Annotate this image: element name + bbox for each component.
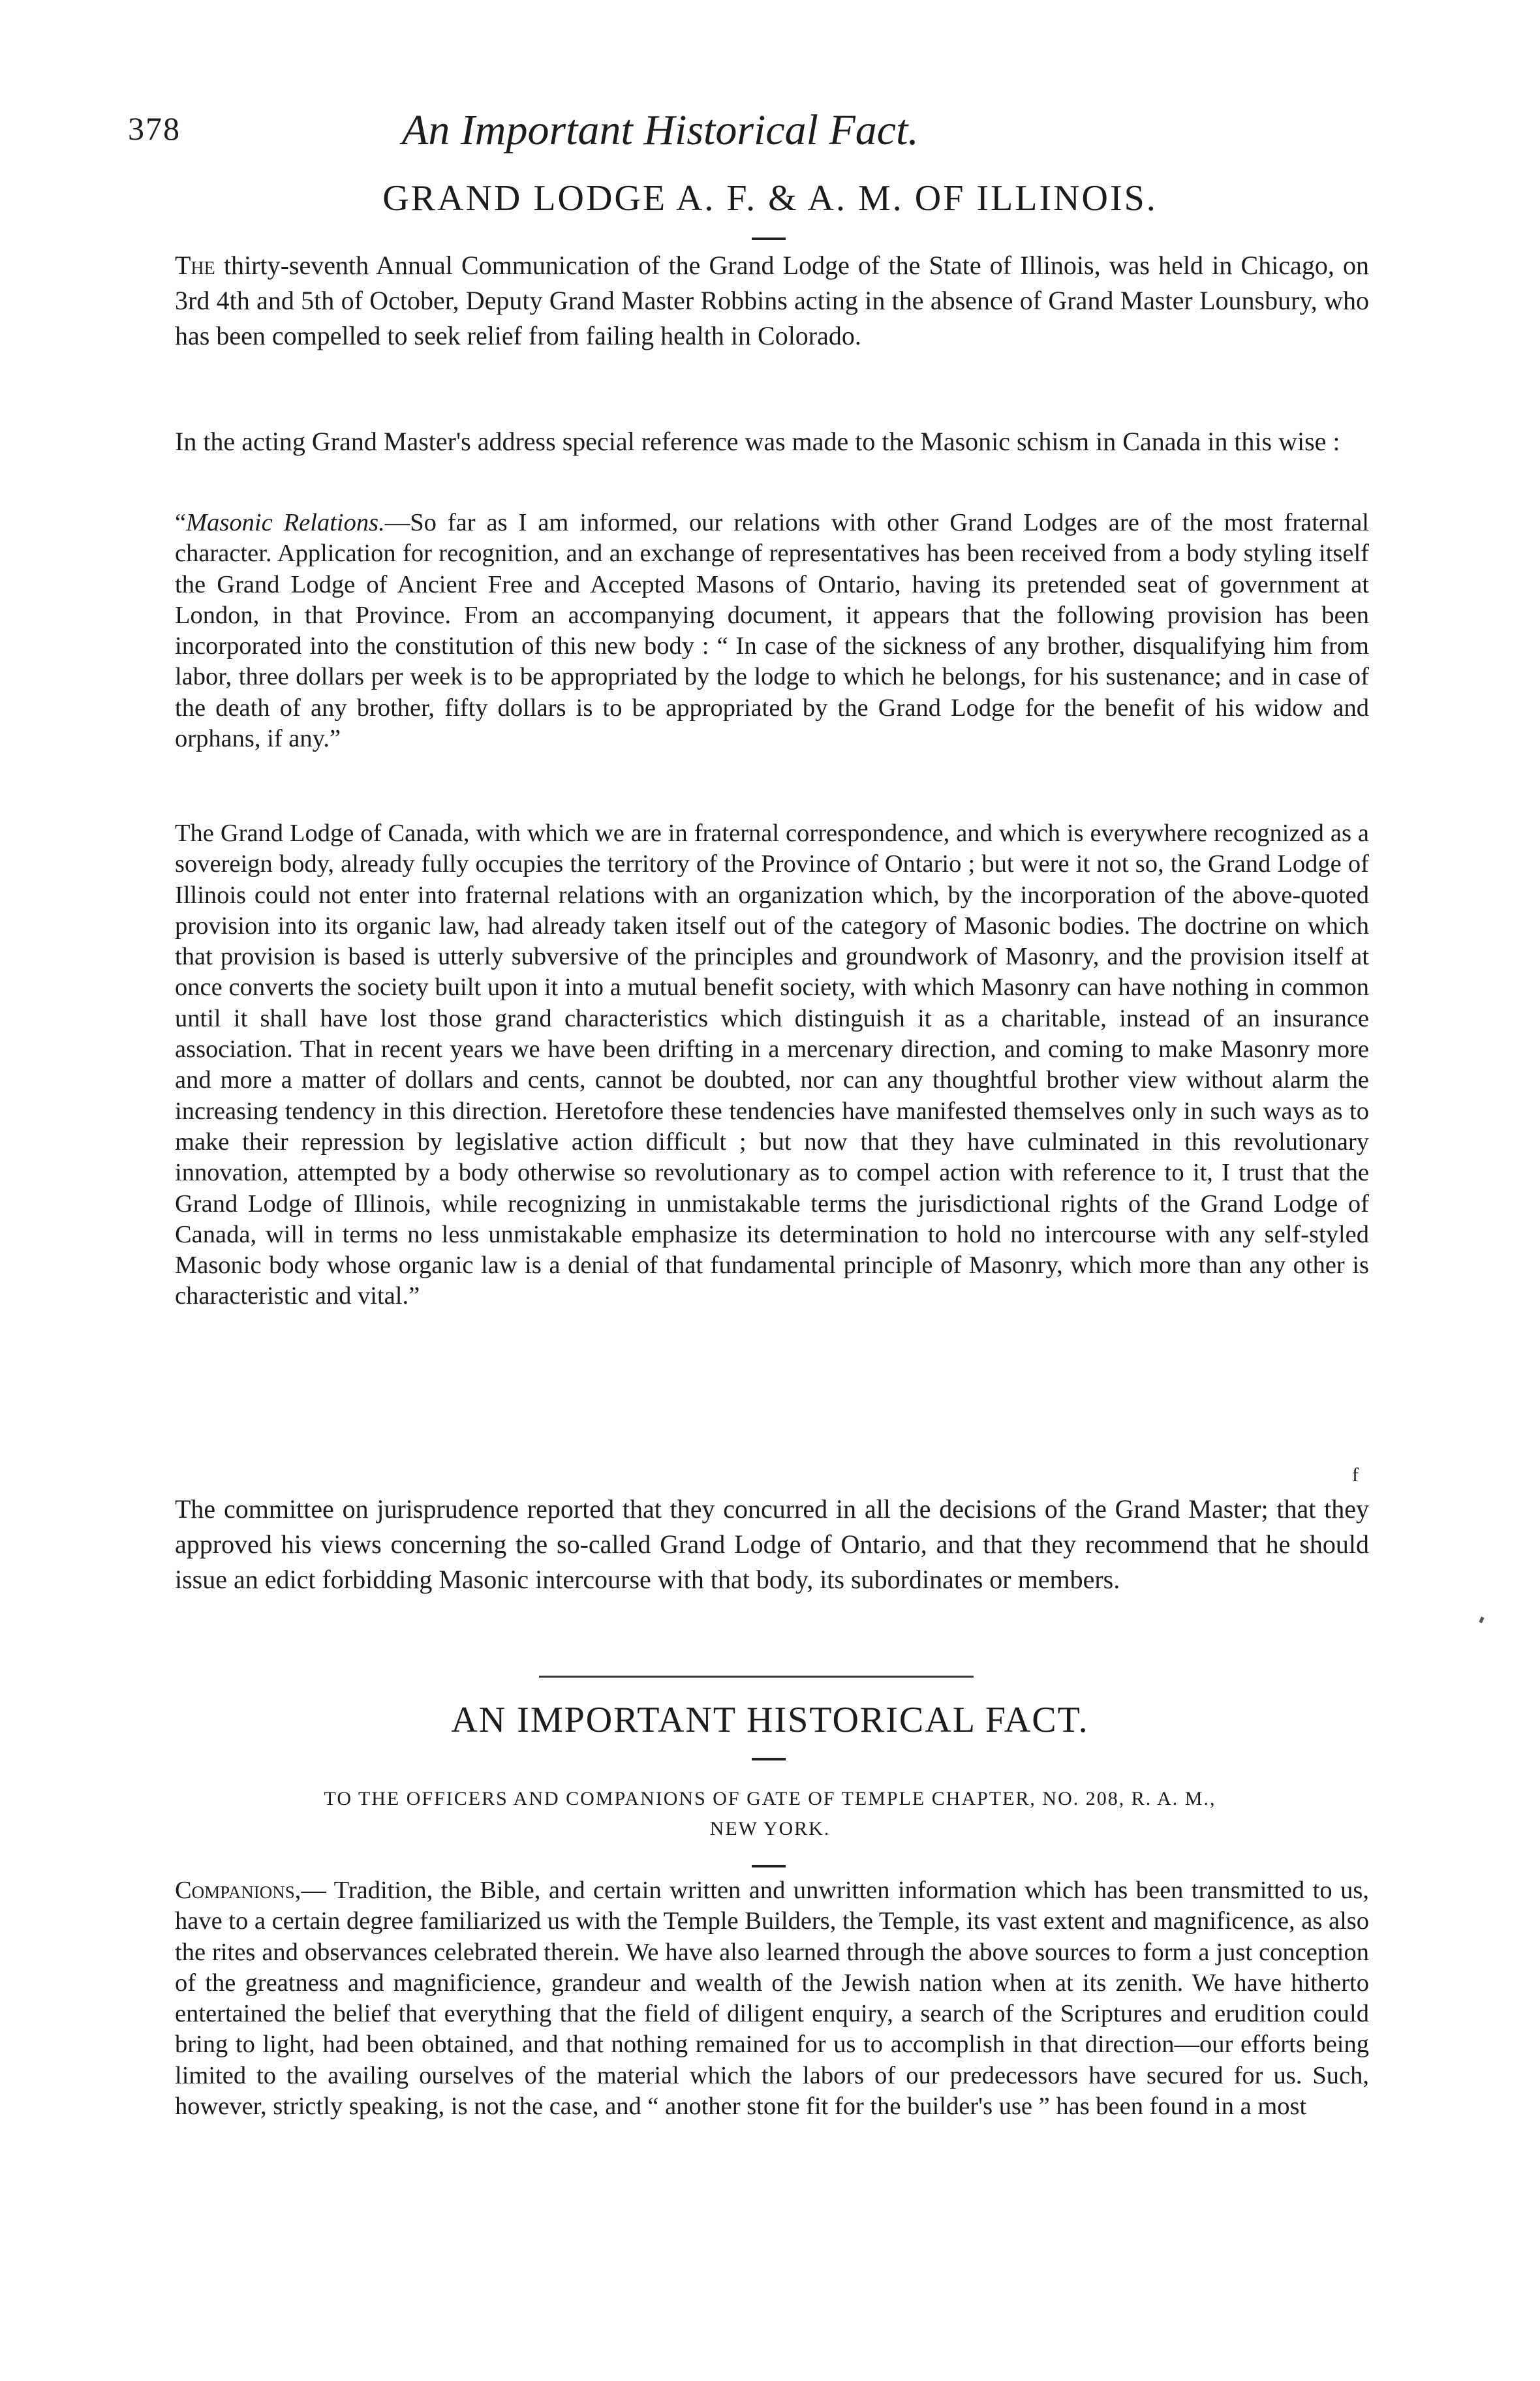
section-divider: [539, 1676, 974, 1678]
quote-text: —So far as I am informed, our relations with other Grand Lodges are of the most fraternal character. Application for recognition, and an exchange of representatives has been received from a body styling itself the Grand Lodge of Ancient Free and Accepted Masons of Ontario, having its pretended seat of government at London, in that Province. From an accompanying document, it appears that the following provision has been incorporated into the constitution of this new body : “ In case of the sickness of any brother, disqualifying him from labor, three dollars per week is to be appropriated by the lodge to which he belongs, for his sustenance; and in case of the death of any brother, fifty dollars is to be appropriated by the Grand Lodge for the benefit of his widow and orphans, if any.”: [175, 509, 1369, 753]
paragraph-companions: [175, 1875, 1369, 2122]
running-head: [128, 106, 1400, 162]
section-heading-historical-fact: AN IMPORTANT HISTORICAL FACT.: [451, 1700, 1089, 1740]
running-title: An Important Historical Fact.: [402, 106, 919, 154]
marginal-speck: [1479, 1616, 1484, 1623]
paragraph-text: thirty-seventh Annual Communication of the Grand Lodge of the State of Illinois, was held in Chicago, on 3rd 4th and 5th of October, Deputy Grand Master Robbins acting in the absence of Grand Master Lounsbury, who has been compelled to seek relief from failing health in Colorado.: [175, 251, 1369, 350]
address-line: TO THE OFFICERS AND COMPANIONS OF GATE OF TEMPLE CHAPTER, NO. 208, R. A. M.,: [324, 1788, 1216, 1809]
paragraph-text: — Tradition, the Bible, and certain written and unwritten information which has been transmitted to us, have to a certain degree familiarized us with the Temple Builders, the Temple, its vast extent and magnificence, as also the rites and observances celebrated therein. We have also learned through the above sources to form a just conception of the greatness and magnificience, grandeur and wealth of the Jewish nation when at its zenith. We have hitherto entertained the belief that everything that the field of diligent enquiry, a search of the Scriptures and erudition could bring to light, had been obtained, and that nothing remained for us to accomplish in that direction—our efforts being limited to the availing ourselves of the material which the labors of our predecessors have secured for us. Such, however, strictly speaking, is not the case, and “ another stone fit for the builder's use ” has been found in a most: [175, 1877, 1369, 2121]
quote-label: Masonic Relations.: [186, 509, 385, 536]
paragraph-lead-word: Companions,: [175, 1877, 301, 1904]
paragraph-committee: The committee on jurisprudence reported that they concurred in all the decisions of the Grand Master; that they approved his views concerning the so-called Grand Lodge of Ontario, and that they recommend that he should issue an edict forbidding Masonic intercourse with that body, its subordinates or members.: [175, 1494, 1369, 1594]
quote-masonic-relations: [175, 508, 1369, 754]
page-number: 378: [128, 110, 181, 147]
paragraph-address: In the acting Grand Master's address special reference was made to the Masonic schism in Canada in this wise :: [175, 427, 1340, 456]
marginal-mark: f: [1352, 1464, 1359, 1486]
paragraph-lead-word: The: [175, 251, 215, 280]
quote-open-mark: “: [175, 509, 187, 536]
quote-grand-lodge-canada: The Grand Lodge of Canada, with which we are in fraternal correspondence, and which is everywhere recognized as a sovereign body, already fully occupies the territory of the Province of Ontario ; but were it not so, the Grand Lodge of Illinois could not enter into fraternal relations with an organization which, by the incorporation of the above-quoted provision into its organic law, had already taken itself out of the category of Masonic bodies. The doctrine on which that provision is based is utterly subversive of the principles and groundwork of Masonry, and the provision itself at once converts the society built upon it into a mutual benefit society, with which Masonry can have nothing in common until it shall have lost those grand characteristics which distinguish it as a charitable, instead of an insurance association. That in recent years we have been drifting in a mercenary direction, and coming to make Masonry more and more a matter of dollars and cents, cannot be doubted, nor can any thoughtful brother view without alarm the increasing tendency in this direction. Heretofore these tendencies have manifested themselves only in such ways as to make their repression by legislative action difficult ; but now that they have culminated in this revolutionary innovation, attempted by a body otherwise so revolutionary as to compel action with reference to it, I trust that the Grand Lodge of Illinois, while recognizing in unmistakable terms the jurisdictional rights of the Grand Lodge of Canada, will in terms no less unmistakable emphasize its determination to hold no intercourse with any self-styled Masonic body whose organic law is a denial of that fundamental principle of Masonry, which more than any other is characteristic and vital.”: [175, 820, 1369, 1310]
heading-rule: [752, 238, 786, 240]
paragraph-communication: [175, 248, 1369, 354]
address-rule: [752, 1865, 786, 1867]
section-heading-grand-lodge: GRAND LODGE A. F. & A. M. OF ILLINOIS.: [382, 178, 1158, 219]
heading-rule-2: [752, 1758, 786, 1760]
address-line-city: NEW YORK.: [709, 1818, 831, 1839]
